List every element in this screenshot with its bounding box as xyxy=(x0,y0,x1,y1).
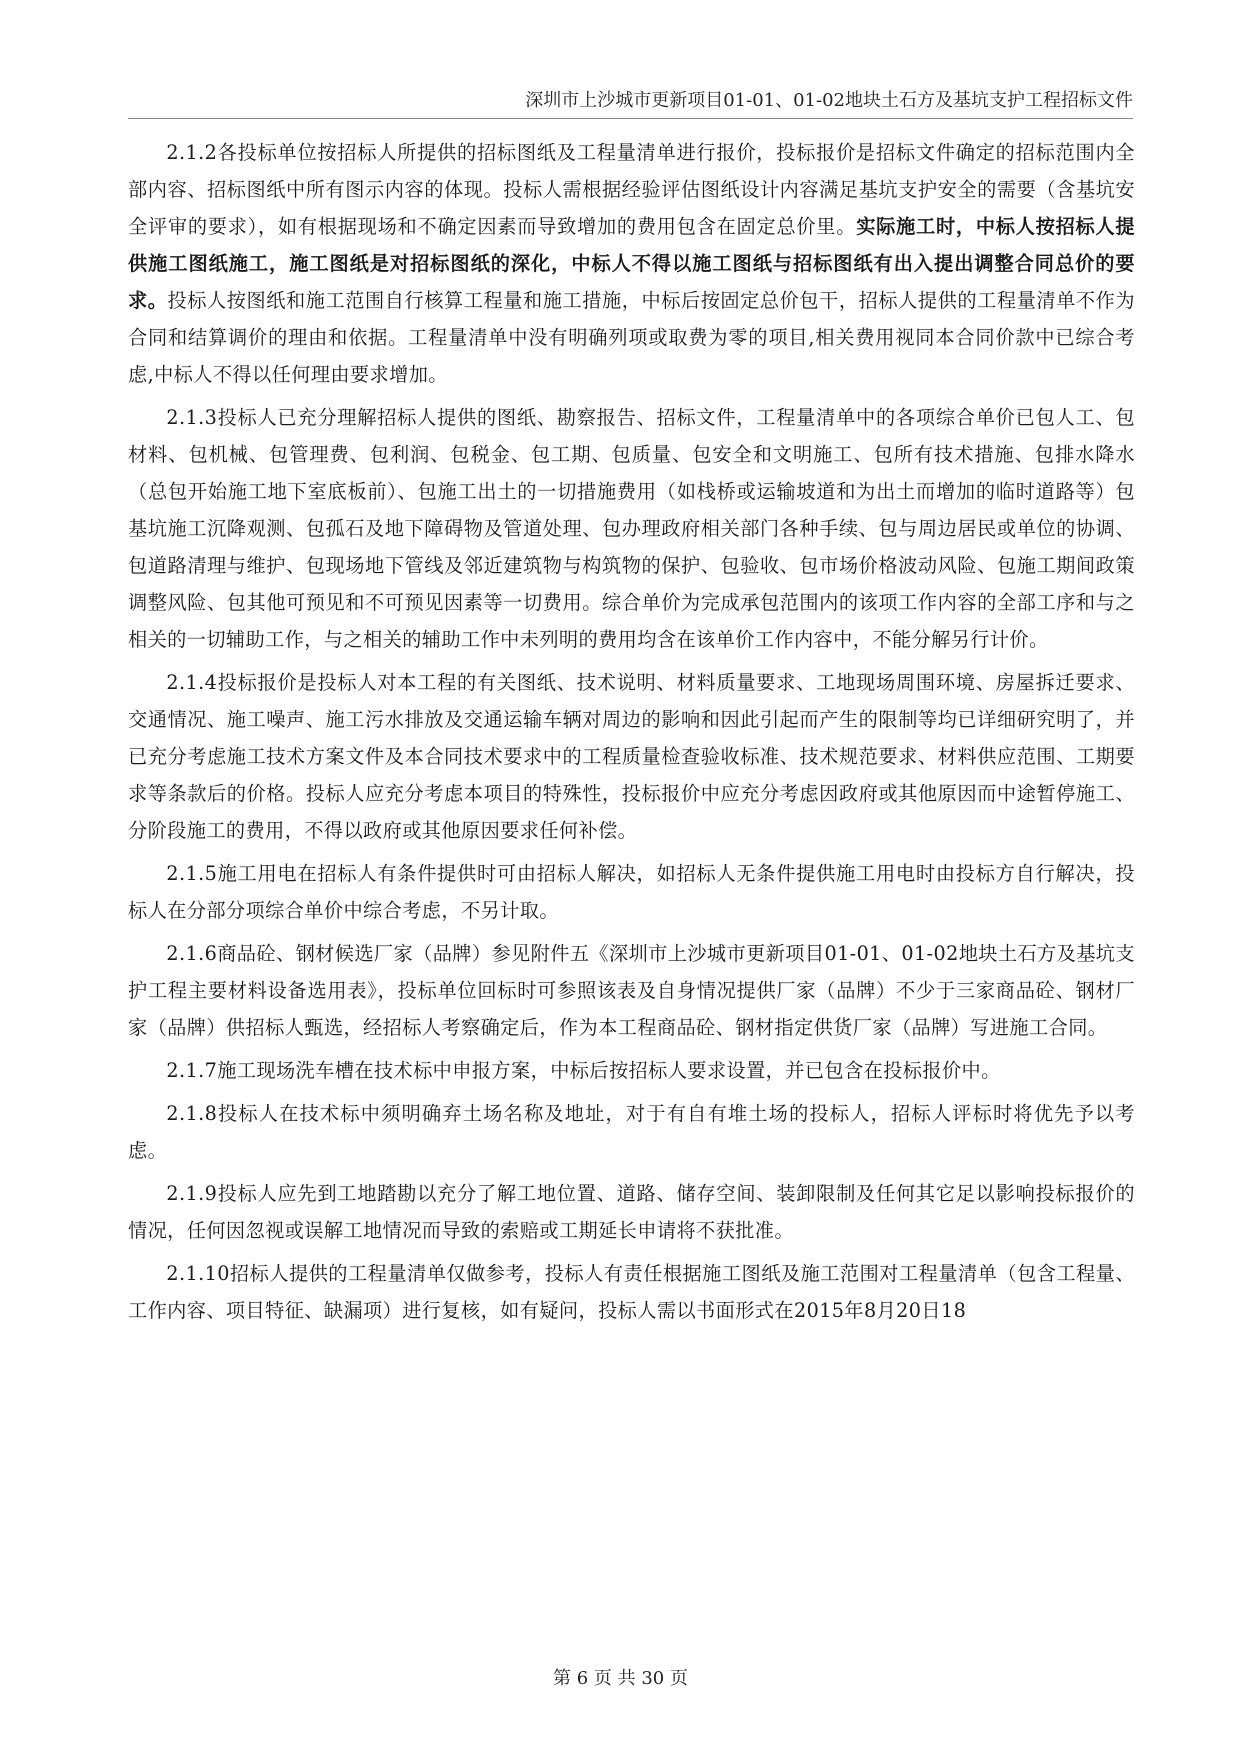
clause-2-1-3: 2.1.3投标人已充分理解招标人提供的图纸、勘察报告、招标文件，工程量清单中的各项综合单价已包人工、包材料、包机械、包管理费、包利润、包税金、包工期、包质量、包安全和文明施工、包所有技术措施、包排水降水（总包开始施工地下室底板前）、包施工出土的一切措施费用（如栈桥或运输坡道和为出土而增加的临时道路等）包基坑施工沉降观测、包孤石及地下障碍物及管道处理、包办理政府相关部门各种手续、包与周边居民或单位的协调、包道路清理与维护、包现场地下管线及邻近建筑物与构筑物的保护、包验收、包市场价格波动风险、包施工期间政策调整风险、包其他可预见和不可预见因素等一切费用。综合单价为完成承包范围内的该项工作内容的全部工序和与之相关的一切辅助工作，与之相关的辅助工作中未列明的费用均含在该单价工作内容中，不能分解另行计价。 xyxy=(128,406,1135,651)
clause-2-1-2: 2.1.2各投标单位按招标人所提供的招标图纸及工程量清单进行报价，投标报价是招标文件确定的招标范围内全部内容、招标图纸中所有图示内容的体现。投标人需根据经验评估图纸设计内容满足基坑支护安全的需要（含基坑安全评审的要求），如有根据现场和不确定因素而导致增加的费用包含在固定总价里。实际施工时，中标人按招标人提供施工图纸施工，施工图纸是对招标图纸的深化，中标人不得以施工图纸与招标图纸有出入提出调整合同总价的要求。投标人按图纸和施工范围自行核算工程量和施工措施，中标后按固定总价包干，招标人提供的工程量清单不作为合同和结算调价的理由和依据。工程量清单中没有明确列项或取费为零的项目,相关费用视同本合同价款中已综合考虑,中标人不得以任何理由要求增加。 xyxy=(128,141,1135,386)
bold-clause-text: 实际施工时，中标人按招标人提供施工图纸施工，施工图纸是对招标图纸的深化，中标人不得以施工图纸与招标图纸有出入提出调整合同总价的要求。 xyxy=(128,215,1135,312)
clause-2-1-10: 2.1.10招标人提供的工程量清单仅做参考，投标人有责任根据施工图纸及施工范围对工程量清单（包含工程量、工作内容、项目特征、缺漏项）进行复核，如有疑问，投标人需以书面形式在2015年8月20日18 xyxy=(128,1262,1135,1322)
page-number: 第 6 页 共 30 页 xyxy=(553,1668,688,1689)
clause-2-1-6: 2.1.6商品砼、钢材候选厂家（品牌）参见附件五《深圳市上沙城市更新项目01-01、01-02地块土石方及基坑支护工程主要材料设备选用表》，投标单位回标时可参照该表及自身情况提供厂家（品牌）不少于三家商品砼、钢材厂家（品牌）供招标人甄选，经招标人考察确定后，作为本工程商品砼、钢材指定供货厂家（品牌）写进施工合同。 xyxy=(128,942,1135,1039)
document-body xyxy=(128,134,1135,1335)
header-divider xyxy=(128,118,1133,119)
clause-2-1-8: 2.1.8投标人在技术标中须明确弃土场名称及地址，对于有自有堆土场的投标人，招标人评标时将优先予以考虑。 xyxy=(128,1102,1135,1162)
clause-2-1-5: 2.1.5施工用电在招标人有条件提供时可由招标人解决，如招标人无条件提供施工用电时由投标方自行解决，投标人在分部分项综合单价中综合考虑，不另计取。 xyxy=(128,862,1135,922)
clause-2-1-4: 2.1.4投标报价是投标人对本工程的有关图纸、技术说明、材料质量要求、工地现场周围环境、房屋拆迁要求、交通情况、施工噪声、施工污水排放及交通运输车辆对周边的影响和因此引起而产生的限制等均已详细研究明了，并已充分考虑施工技术方案文件及本合同技术要求中的工程质量检查验收标准、技术规范要求、材料供应范围、工期要求等条款后的价格。投标人应充分考虑本项目的特殊性，投标报价中应充分考虑因政府或其他原因而中途暂停施工、分阶段施工的费用，不得以政府或其他原因要求任何补偿。 xyxy=(128,671,1135,842)
clause-2-1-7: 2.1.7施工现场洗车槽在技术标中申报方案，中标后按招标人要求设置，并已包含在投标报价中。 xyxy=(166,1059,1001,1082)
clause-2-1-9: 2.1.9投标人应先到工地踏勘以充分了解工地位置、道路、储存空间、装卸限制及任何其它足以影响投标报价的情况，任何因忽视或误解工地情况而导致的索赔或工期延长申请将不获批准。 xyxy=(128,1182,1135,1242)
document-header: 深圳市上沙城市更新项目01-01、01-02地块土石方及基坑支护工程招标文件 xyxy=(525,90,1133,111)
